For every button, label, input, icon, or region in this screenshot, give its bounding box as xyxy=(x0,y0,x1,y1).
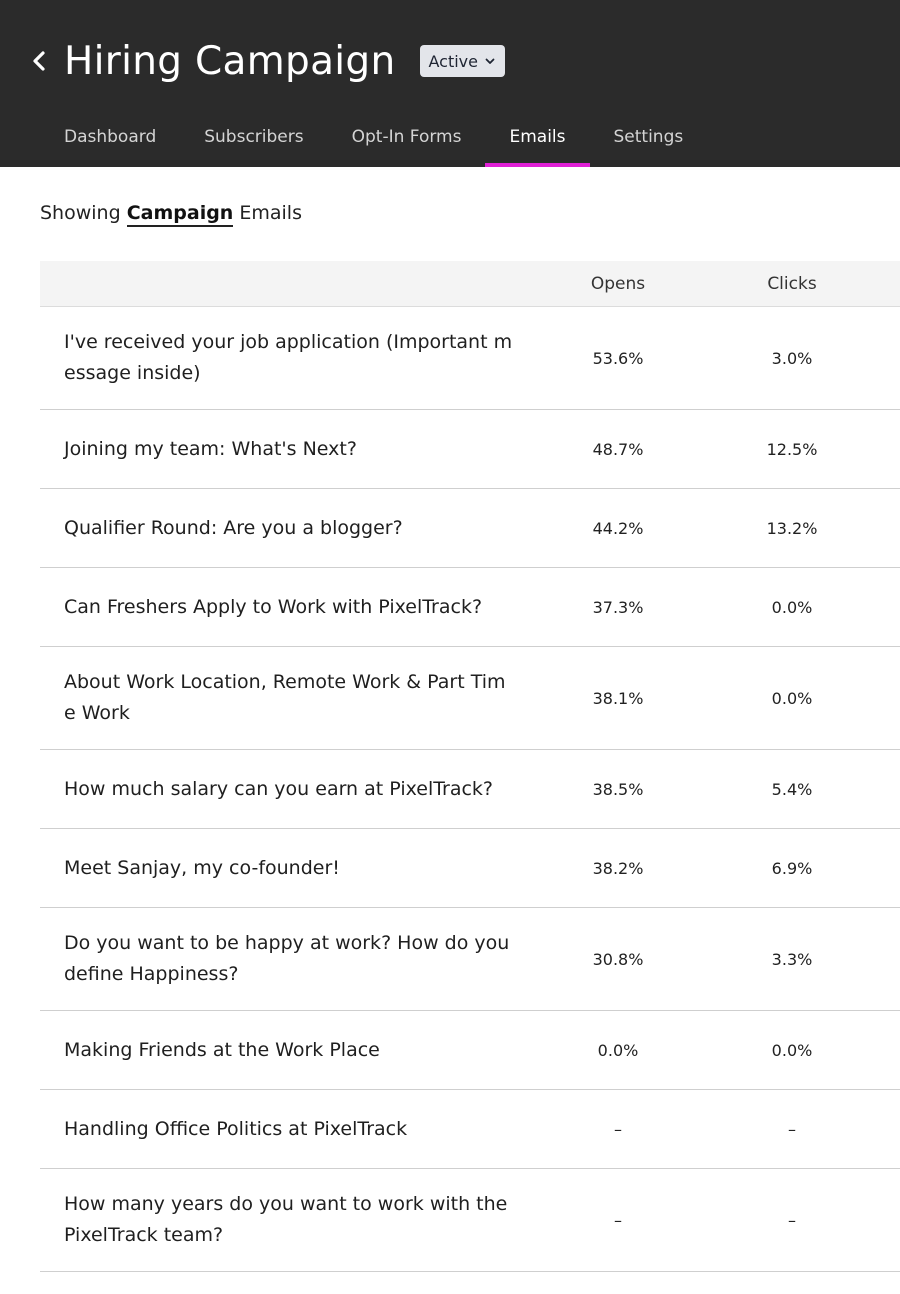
filter-prefix: Showing xyxy=(40,202,121,224)
table-header xyxy=(40,261,900,307)
table-row[interactable] xyxy=(40,908,900,1011)
status-dropdown[interactable] xyxy=(420,45,506,77)
email-subject[interactable]: Joining my team: What's Next? xyxy=(64,437,357,460)
clicks-value: 3.0% xyxy=(771,348,813,368)
filter-selector[interactable]: Campaign xyxy=(127,202,234,227)
clicks-value: 6.9% xyxy=(771,858,813,878)
clicks-value: 0.0% xyxy=(771,597,813,617)
opens-value: 53.6% xyxy=(592,348,644,368)
email-subject[interactable]: How many years do you want to work with the PixelTrack team? xyxy=(64,1193,508,1246)
tab-dashboard[interactable]: Dashboard xyxy=(64,126,157,147)
clicks-value: – xyxy=(788,1210,796,1230)
opens-value: 0.0% xyxy=(597,1040,639,1060)
tab-subscribers[interactable]: Subscribers xyxy=(204,126,304,147)
table-row[interactable] xyxy=(40,829,900,908)
header-clicks[interactable]: Clicks xyxy=(767,273,817,294)
email-subject[interactable]: Making Friends at the Work Place xyxy=(64,1038,380,1061)
back-button[interactable] xyxy=(28,46,50,76)
email-subject[interactable]: Can Freshers Apply to Work with PixelTrack? xyxy=(64,595,483,618)
clicks-value: 0.0% xyxy=(771,1040,813,1060)
filter-suffix: Emails xyxy=(239,202,302,224)
status-label: Active xyxy=(428,51,478,71)
table-row[interactable] xyxy=(40,568,900,647)
chevron-left-icon xyxy=(32,49,46,73)
header-opens[interactable]: Opens xyxy=(590,273,646,294)
opens-value: 38.5% xyxy=(592,779,644,799)
email-subject[interactable]: About Work Location, Remote Work & Part Time Work xyxy=(64,671,506,724)
table-row[interactable] xyxy=(40,410,900,489)
opens-value: 48.7% xyxy=(592,439,644,459)
opens-value: – xyxy=(614,1210,622,1230)
page-title: Hiring Campaign xyxy=(64,38,396,84)
title-row xyxy=(28,36,505,86)
tab-opt-in-forms[interactable]: Opt-In Forms xyxy=(351,126,462,147)
clicks-value: 5.4% xyxy=(771,779,813,799)
clicks-value: 13.2% xyxy=(766,518,818,538)
email-subject[interactable]: Meet Sanjay, my co-founder! xyxy=(64,856,340,879)
table-row[interactable] xyxy=(40,647,900,750)
email-subject[interactable]: Handling Office Politics at PixelTrack xyxy=(64,1117,408,1140)
table-row[interactable] xyxy=(40,489,900,568)
email-subject[interactable]: How much salary can you earn at PixelTrack? xyxy=(64,777,494,800)
tab-emails[interactable]: Emails xyxy=(485,106,589,167)
opens-value: 30.8% xyxy=(592,949,644,969)
chevron-down-icon xyxy=(485,58,495,65)
clicks-value: 12.5% xyxy=(766,439,818,459)
table-row[interactable] xyxy=(40,1090,900,1169)
clicks-value: 0.0% xyxy=(771,688,813,708)
tab-settings[interactable]: Settings xyxy=(613,126,684,147)
clicks-value: – xyxy=(788,1119,796,1139)
email-subject[interactable]: Qualifier Round: Are you a blogger? xyxy=(64,516,403,539)
opens-value: 44.2% xyxy=(592,518,644,538)
opens-value: 38.2% xyxy=(592,858,644,878)
emails-table xyxy=(40,261,900,1272)
opens-value: 37.3% xyxy=(592,597,644,617)
opens-value: 38.1% xyxy=(592,688,644,708)
table-row[interactable] xyxy=(40,307,900,410)
table-row[interactable] xyxy=(40,1011,900,1090)
email-subject[interactable]: Do you want to be happy at work? How do you define Happiness? xyxy=(64,932,510,985)
table-row[interactable] xyxy=(40,750,900,829)
tab-bar xyxy=(40,106,707,167)
email-subject[interactable]: I've received your job application (Important message inside) xyxy=(64,331,513,384)
campaign-header xyxy=(0,0,900,167)
opens-value: – xyxy=(614,1119,622,1139)
clicks-value: 3.3% xyxy=(771,949,813,969)
email-filter xyxy=(40,202,302,224)
table-row[interactable] xyxy=(40,1169,900,1272)
